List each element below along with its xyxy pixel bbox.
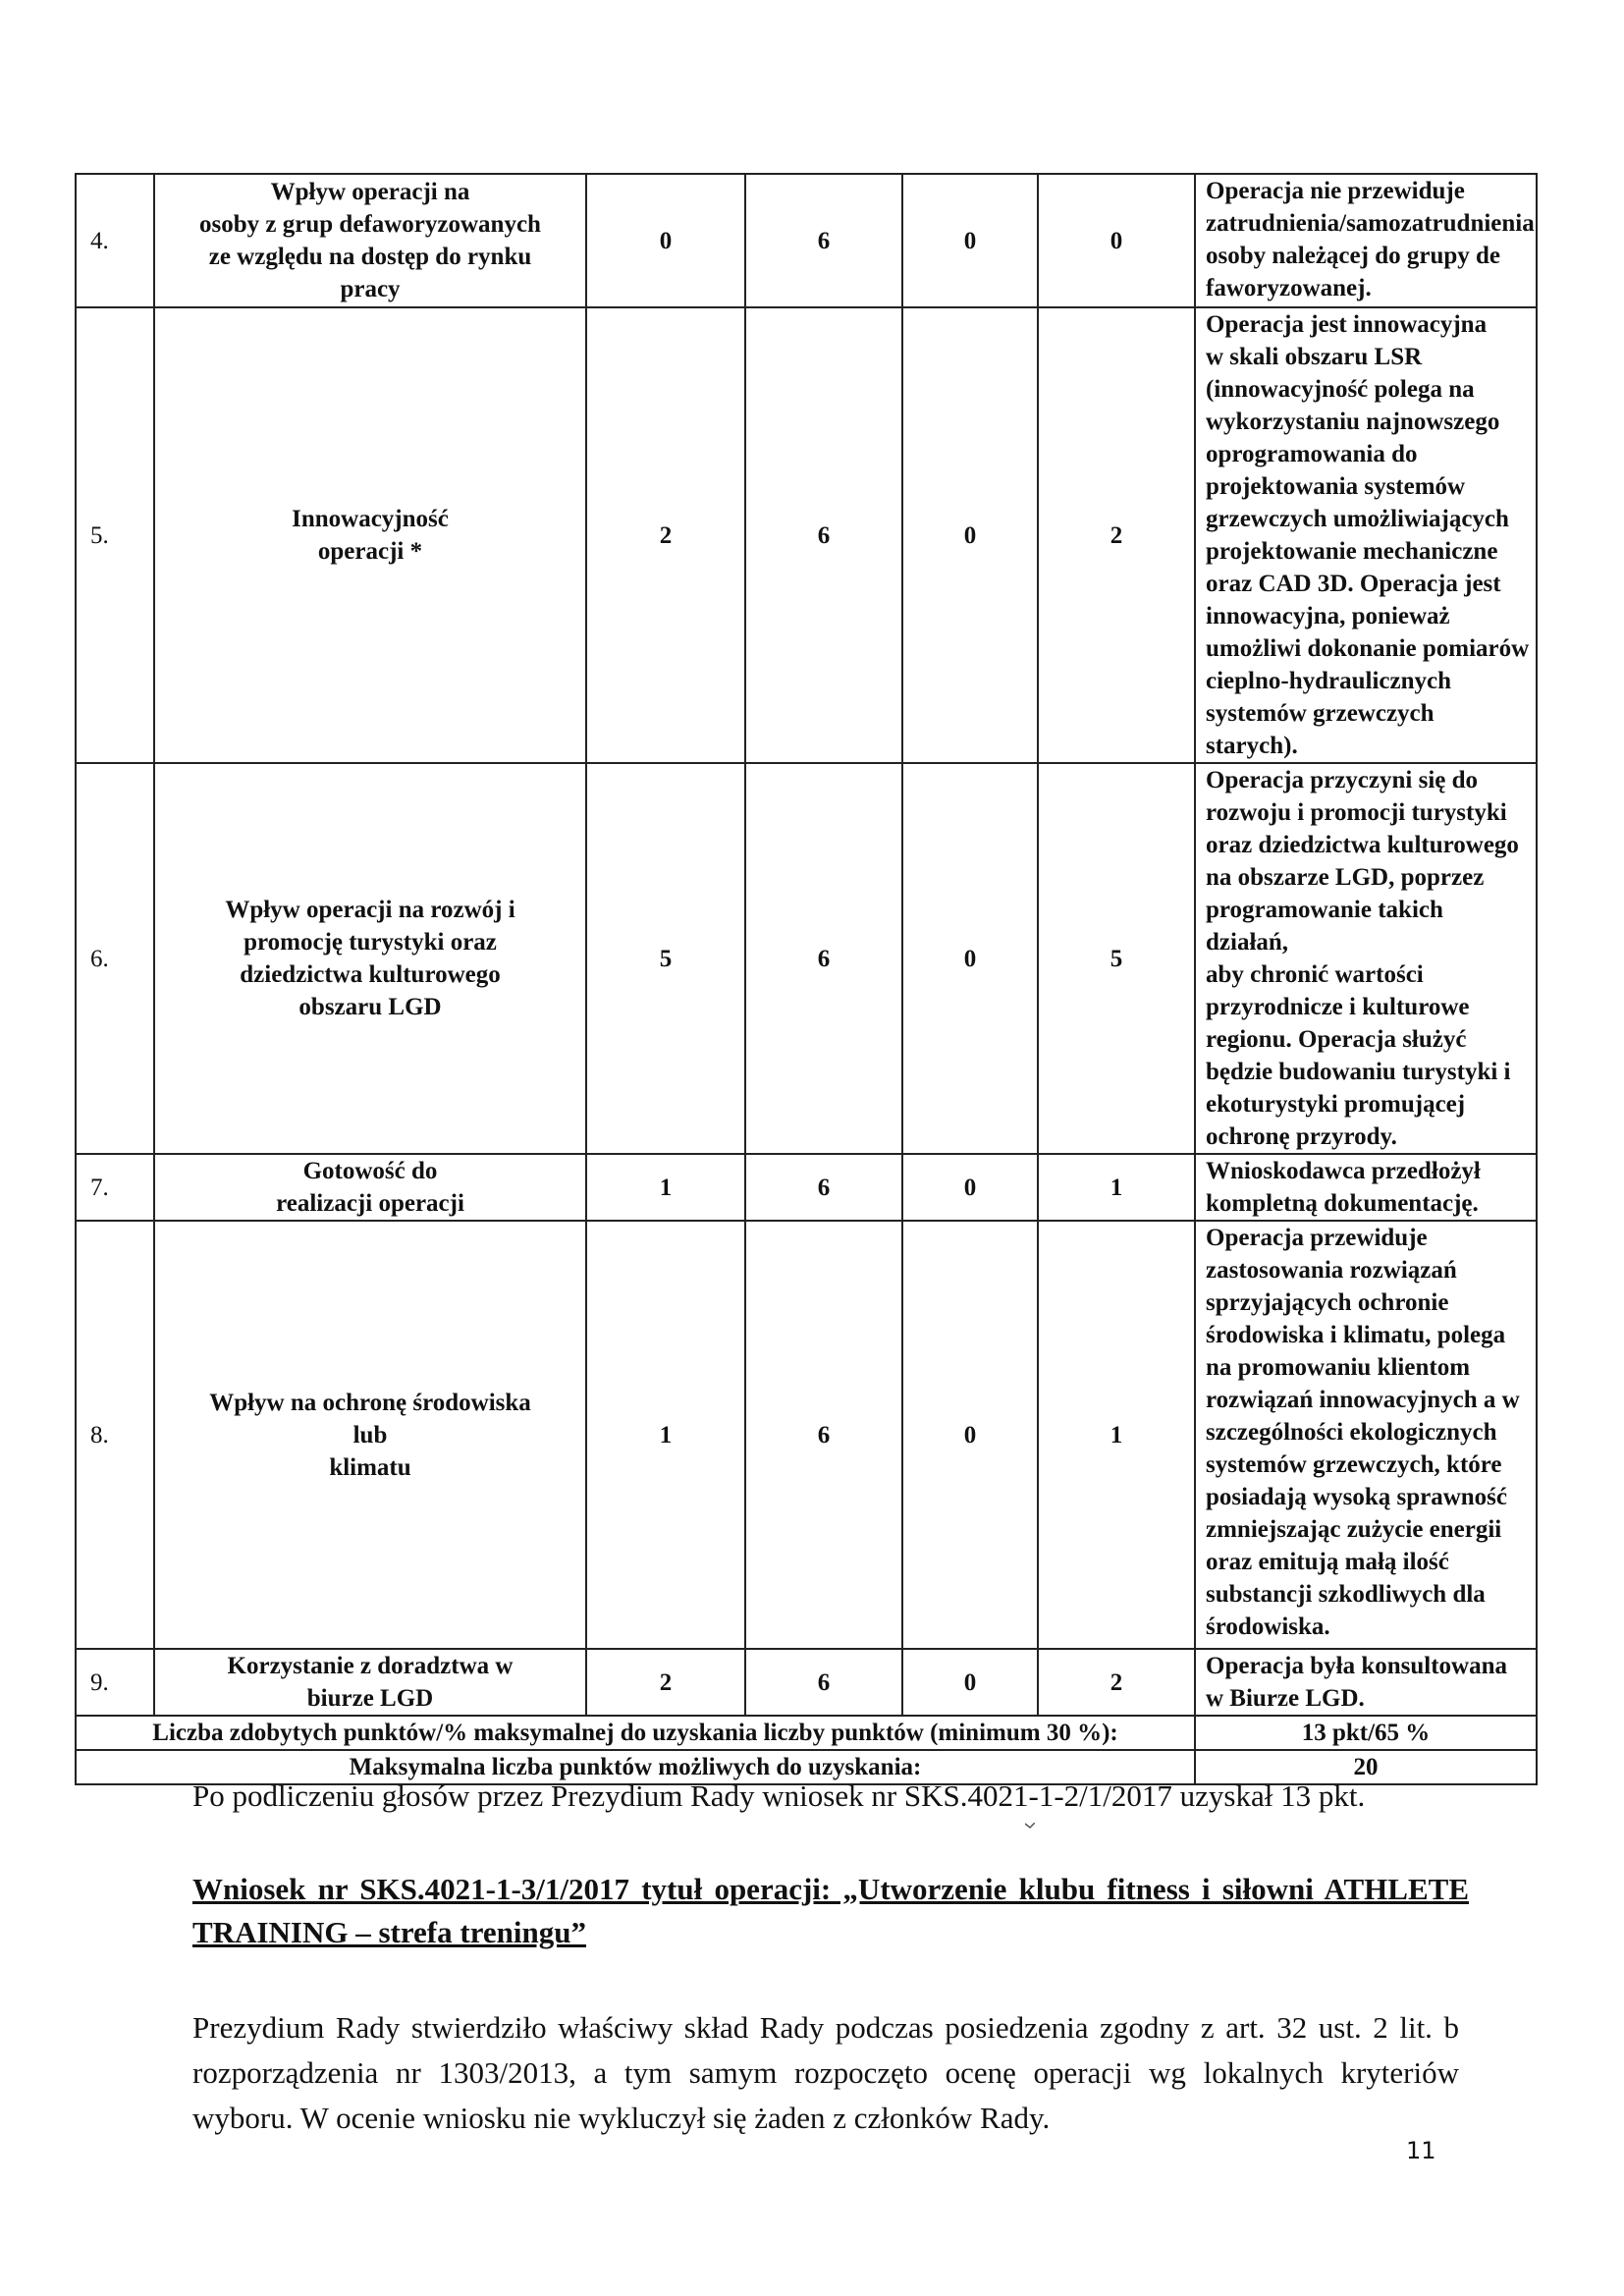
criterion-cell-text: Wpływ operacji na rozwój i promocję turystyki oraz dziedzictwa kulturowego obszaru LGD <box>225 897 515 1020</box>
score-cell <box>1038 1649 1195 1716</box>
score-cell-text: 2 <box>659 1668 673 1696</box>
justification-cell-text: Wnioskodawca przedłożył kompletną dokumentację. <box>1206 1158 1481 1217</box>
row-number-text: 8. <box>90 1421 109 1449</box>
score-cell-text: 1 <box>659 1421 673 1449</box>
score-cell-text: 6 <box>817 1668 831 1696</box>
summary-max-value: 20 <box>1195 1750 1537 1784</box>
scoring-table <box>75 173 1538 1785</box>
score-cell <box>745 1221 902 1649</box>
score-cell <box>1038 1154 1195 1221</box>
score-cell <box>745 763 902 1154</box>
table-row <box>76 763 1537 1154</box>
summary-points-label: Liczba zdobytych punktów/% maksymalnej do uzyskania liczby punktów (minimum 30 %): <box>76 1716 1195 1750</box>
score-cell-text: 0 <box>963 945 977 972</box>
table-row <box>76 1221 1537 1649</box>
justification-cell-text: Operacja nie przewiduje zatrudnienia/samozatrudnienia osoby należącej do grupy de faworyzowanej. <box>1206 178 1535 301</box>
score-cell-text: 0 <box>963 1421 977 1449</box>
score-cell-text: 2 <box>659 521 673 549</box>
score-cell <box>586 1649 745 1716</box>
summary-row-points <box>76 1716 1537 1750</box>
justification-cell-text: Operacja była konsultowana w Biurze LGD. <box>1206 1653 1507 1712</box>
justification-cell <box>1195 763 1537 1154</box>
row-number-text: 6. <box>90 945 109 972</box>
score-cell-text: 1 <box>1110 1421 1123 1449</box>
score-cell-text: 0 <box>1110 227 1123 254</box>
justification-cell <box>1195 307 1537 763</box>
table-row <box>76 174 1537 307</box>
score-cell <box>1038 307 1195 763</box>
score-cell <box>1038 174 1195 307</box>
score-cell <box>1038 1221 1195 1649</box>
score-cell <box>902 1649 1038 1716</box>
justification-cell <box>1195 1154 1537 1221</box>
row-number <box>76 763 154 1154</box>
criterion-cell <box>154 307 586 763</box>
score-cell-text: 1 <box>659 1174 673 1201</box>
score-cell-text: 5 <box>1110 945 1123 972</box>
score-cell-text: 6 <box>817 521 831 549</box>
score-cell-text: 2 <box>1110 1668 1123 1696</box>
row-number-text: 7. <box>90 1174 109 1201</box>
score-cell <box>745 174 902 307</box>
justification-cell <box>1195 174 1537 307</box>
paragraph-result: Po podliczeniu głosów przez Prezydium Rady wniosek nr SKS.4021-1-2/1/2017 uzyskał 13 pkt. <box>192 1778 1366 1813</box>
summary-points-value: 13 pkt/65 % <box>1195 1716 1537 1750</box>
score-cell-text: 0 <box>659 227 673 254</box>
criterion-cell-text: Gotowość do realizacji operacji <box>276 1158 464 1217</box>
score-cell <box>586 1154 745 1221</box>
score-cell-text: 6 <box>817 1174 831 1201</box>
justification-cell <box>1195 1649 1537 1716</box>
row-number-text: 9. <box>90 1668 109 1696</box>
scan-mark-icon <box>1025 1823 1035 1829</box>
score-cell <box>902 1154 1038 1221</box>
criterion-cell-text: Korzystanie z doradztwa w biurze LGD <box>227 1653 514 1712</box>
score-cell-text: 6 <box>817 227 831 254</box>
criterion-cell-text: Innowacyjność operacji * <box>292 506 449 565</box>
justification-cell-text: Operacja przyczyni się do rozwoju i promocji turystyki oraz dziedzictwa kulturowego na obszarze LGD, poprzez programowanie takich działań, aby chronić wartości przyrodnicze i kulturowe regionu. Operacja służyć będzie budowaniu turystyki i ekoturystyki promującej ochronę przyrody. <box>1206 767 1519 1150</box>
score-cell-text: 0 <box>963 521 977 549</box>
score-cell <box>745 1154 902 1221</box>
row-number <box>76 1649 154 1716</box>
score-cell <box>1038 763 1195 1154</box>
score-cell-text: 2 <box>1110 521 1123 549</box>
score-cell <box>902 307 1038 763</box>
score-cell <box>902 763 1038 1154</box>
justification-cell <box>1195 1221 1537 1649</box>
row-number-text: 4. <box>90 227 109 254</box>
score-cell <box>586 307 745 763</box>
table-row <box>76 1649 1537 1716</box>
justification-cell-text: Operacja przewiduje zastosowania rozwiązań sprzyjających ochronie środowiska i klimatu, polega na promowaniu klientom rozwiązań innowacyjnych a w szczególności ekologicznych systemów grzewczych, które posiadają wysoką sprawność zmniejszając zużycie energii oraz emitują małą ilość substancji szkodliwych dla środowiska. <box>1206 1225 1520 1640</box>
criterion-cell-text: Wpływ operacji na osoby z grup defaworyzowanych ze względu na dostęp do rynku pracy <box>199 179 541 302</box>
application-heading: Wniosek nr SKS.4021-1-3/1/2017 tytuł operacji: „Utworzenie klubu fitness i siłowni ATHLETE TRAINING – strefa treningu” <box>192 1872 1469 1949</box>
score-cell-text: 0 <box>963 1174 977 1201</box>
row-number-text: 5. <box>90 521 109 549</box>
score-cell <box>586 174 745 307</box>
row-number <box>76 174 154 307</box>
row-number <box>76 307 154 763</box>
score-cell <box>745 307 902 763</box>
score-cell <box>902 174 1038 307</box>
criterion-cell <box>154 174 586 307</box>
justification-cell-text: Operacja jest innowacyjna w skali obszaru LSR (innowacyjność polega na wykorzystaniu najnowszego oprogramowania do projektowania systemów grzewczych umożliwiających projektowanie mechaniczne oraz CAD 3D. Operacja jest innowacyjna, ponieważ umożliwi dokonanie pomiarów cieplno-hydraulicznych systemów grzewczych starych). <box>1206 311 1530 759</box>
score-cell-text: 5 <box>659 945 673 972</box>
summary-max-label: Maksymalna liczba punktów możliwych do uzyskania: <box>76 1750 1195 1784</box>
criterion-cell-text: Wpływ na ochronę środowiska lub klimatu <box>209 1389 531 1481</box>
row-number <box>76 1221 154 1649</box>
score-cell <box>902 1221 1038 1649</box>
page-number: 11 <box>1406 2137 1436 2164</box>
table-row <box>76 307 1537 763</box>
score-cell <box>586 1221 745 1649</box>
score-cell <box>745 1649 902 1716</box>
table-row <box>76 1154 1537 1221</box>
criterion-cell <box>154 763 586 1154</box>
row-number <box>76 1154 154 1221</box>
score-cell-text: 1 <box>1110 1174 1123 1201</box>
score-cell-text: 0 <box>963 227 977 254</box>
criterion-cell <box>154 1154 586 1221</box>
score-cell-text: 6 <box>817 945 831 972</box>
score-cell <box>586 763 745 1154</box>
score-cell-text: 6 <box>817 1421 831 1449</box>
score-cell-text: 0 <box>963 1668 977 1696</box>
paragraph-board-composition: Prezydium Rady stwierdziło właściwy skład Rady podczas posiedzenia zgodny z art. 32 ust. 2 lit. b rozporządzenia nr 1303/2013, a tym samym rozpoczęto ocenę operacji wg lokalnych kryteriów wyboru. W ocenie wniosku nie wykluczył się żaden z członków Rady. <box>192 2010 1459 2135</box>
criterion-cell <box>154 1221 586 1649</box>
criterion-cell <box>154 1649 586 1716</box>
